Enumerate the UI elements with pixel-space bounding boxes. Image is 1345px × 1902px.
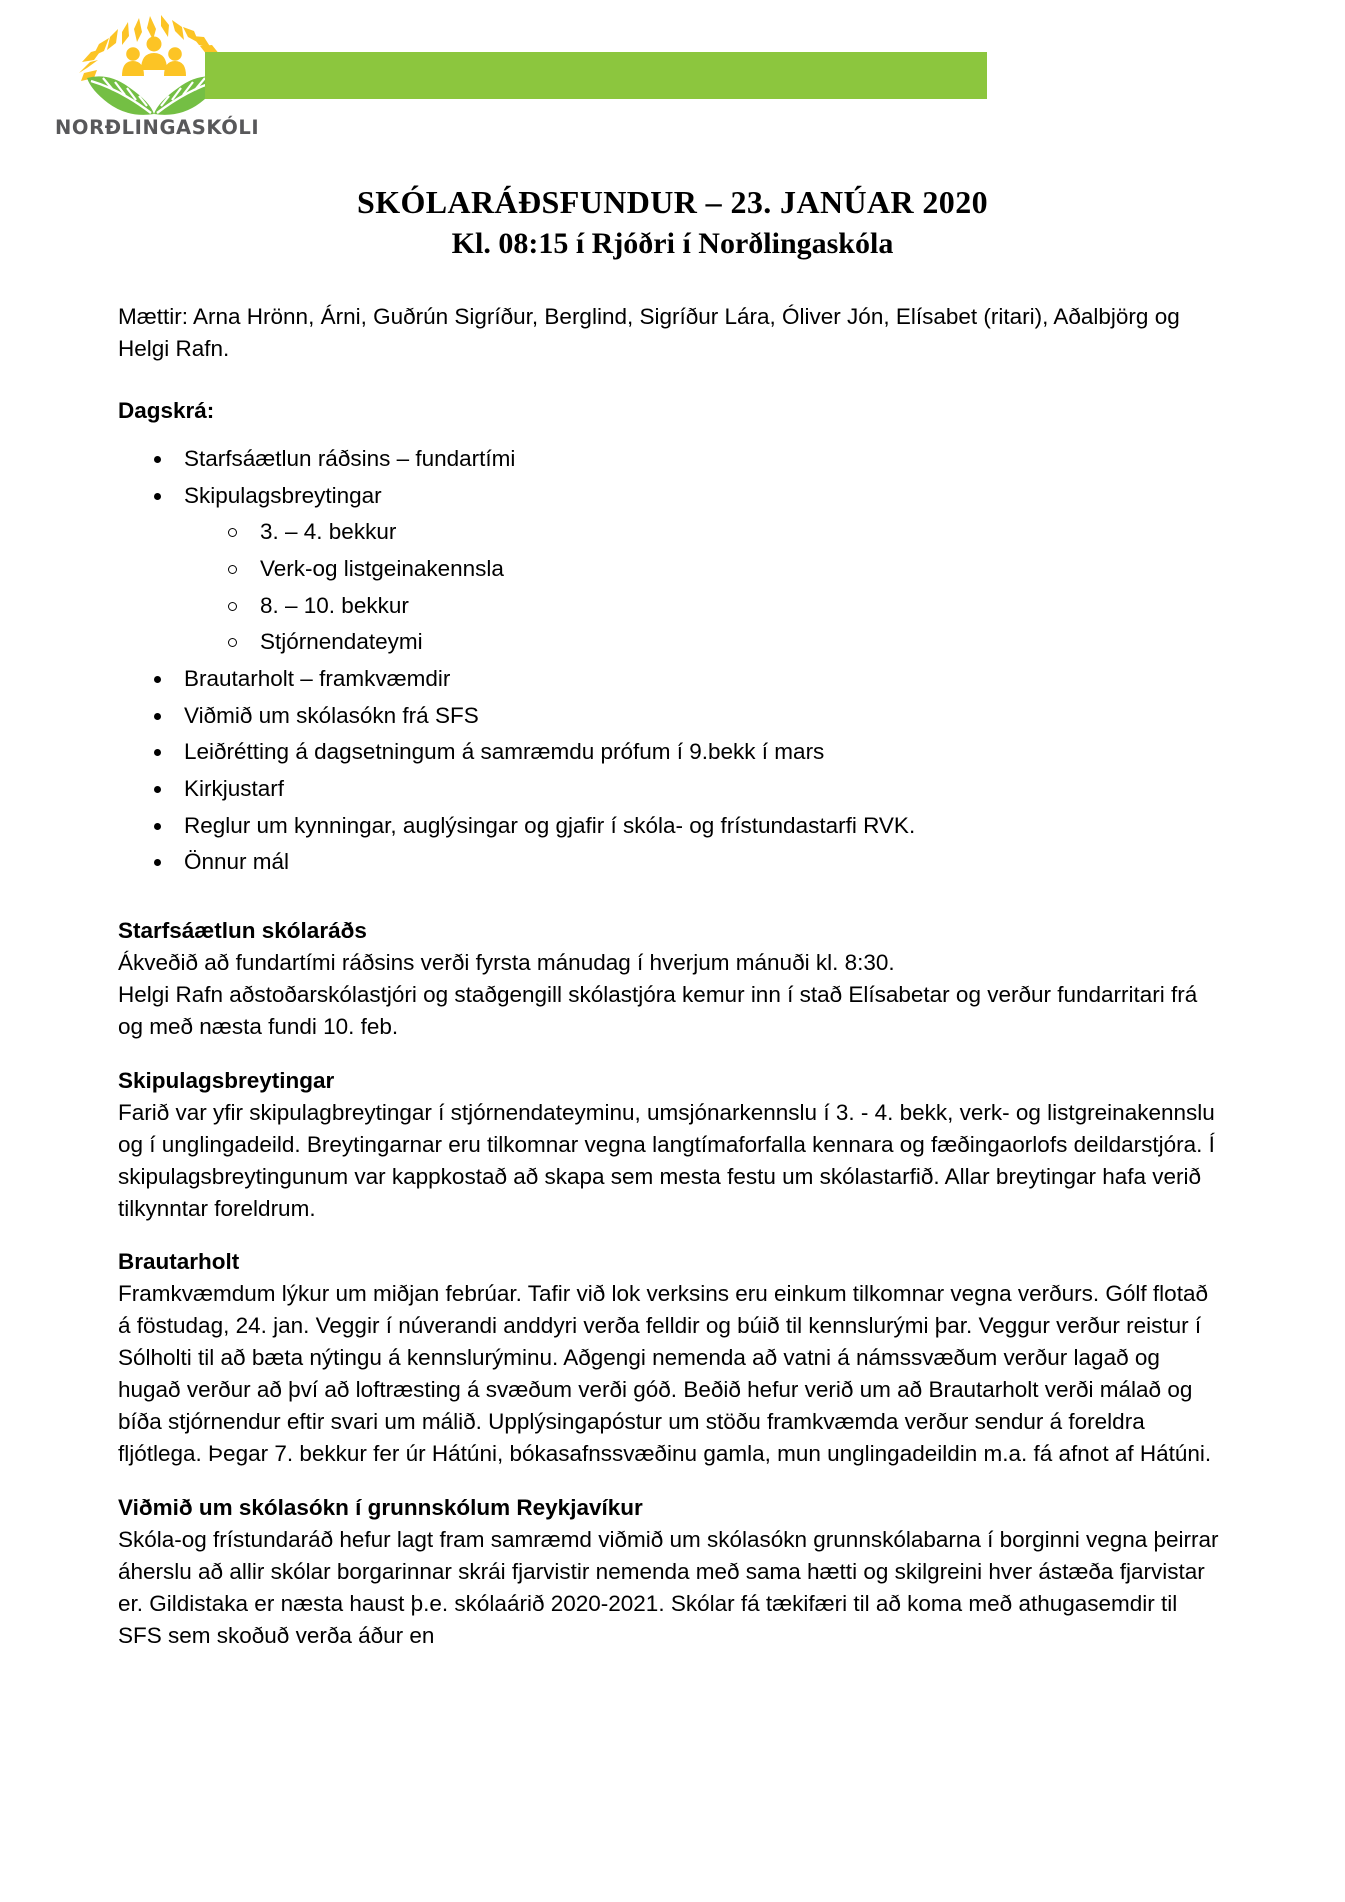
bullet-dot-icon: [154, 493, 161, 500]
header-green-banner: [205, 52, 987, 99]
school-name-wordmark: NORÐLINGASKÓLI: [55, 116, 260, 139]
section-heading-vidmid-um-skolasokn: Viðmið um skólasókn í grunnskólum Reykjavíkur: [118, 1495, 643, 1521]
list-item-label: Reglur um kynningar, auglýsingar og gjafir í skóla- og frístundastarfi RVK.: [184, 812, 916, 838]
sub-list-item: [184, 628, 1225, 656]
page-subtitle: Kl. 08:15 í Rjóðri í Norðlingaskóla: [451, 226, 894, 260]
list-item-label: Leiðrétting á dagsetningum á samræmdu prófum í 9.bekk í mars: [184, 739, 825, 765]
bullet-dot-icon: [154, 823, 161, 830]
attendees-paragraph: Mættir: Arna Hrönn, Árni, Guðrún Sigríður, Berglind, Sigríður Lára, Óliver Jón, Elísabet (ritari), Aðalbjörg og Helgi Rafn.: [118, 304, 1180, 362]
agenda-list: [118, 445, 1225, 876]
section-heading-starfsaaetlun: Starfsáætlun skólaráðs: [118, 918, 367, 944]
list-item: [118, 445, 1225, 473]
bullet-circle-icon: [228, 602, 237, 611]
spacer: [118, 1043, 1225, 1065]
bullet-circle-icon: [228, 638, 237, 647]
spacer: [118, 1470, 1225, 1492]
spacer: [118, 1224, 1225, 1246]
list-item: [118, 775, 1225, 803]
list-item-label: Viðmið um skólasókn frá SFS: [184, 702, 479, 728]
sub-list-item: [184, 555, 1225, 583]
list-item-label: Starfsáætlun ráðsins – fundartími: [184, 445, 516, 471]
sub-list-item-label: 8. – 10. bekkur: [260, 592, 409, 618]
list-item-label: Skipulagsbreytingar: [184, 482, 382, 508]
sub-list-item: [184, 518, 1225, 546]
list-item-label: Önnur mál: [184, 849, 290, 875]
section-paragraph: Helgi Rafn aðstoðarskólastjóri og staðgengill skólastjóra kemur inn í stað Elísabetar og verður fundarritari frá og með næsta fundi 10. feb.: [118, 981, 1198, 1039]
bullet-dot-icon: [154, 713, 161, 720]
document-header: [0, 0, 1345, 150]
list-item: [118, 665, 1225, 693]
bullet-dot-icon: [154, 786, 161, 793]
section-heading-brautarholt: Brautarholt: [118, 1249, 240, 1275]
list-item: [118, 738, 1225, 766]
section-paragraph: Farið var yfir skipulagbreytingar í stjórnendateyminu, umsjónarkennslu í 3. - 4. bekk, verk- og listgreinakennslu og í unglingadeild. Breytingarnar eru tilkomnar vegna langtímaforfalla kennara og fæðingaorlofs deildarstjóra. Í skipulagsbreytingunum var kappkostað að skapa sem mesta festu um skólastarfið. Allar breytingar hafa verið tilkynntar foreldrum.: [118, 1099, 1215, 1221]
bullet-circle-icon: [228, 528, 237, 537]
spacer: [118, 885, 1225, 915]
bullet-dot-icon: [154, 456, 161, 463]
section-heading-skipulagsbreytingar: Skipulagsbreytingar: [118, 1067, 335, 1093]
agenda-sublist: [184, 518, 1225, 656]
sub-list-item-label: Verk-og listgeinakennsla: [260, 555, 504, 581]
document-body: [0, 301, 1345, 1652]
bullet-dot-icon: [154, 676, 161, 683]
list-item: [118, 482, 1225, 656]
agenda-heading: Dagskrá:: [118, 398, 215, 424]
list-item: [118, 702, 1225, 730]
spacer: [118, 365, 1225, 395]
section-paragraph: Skóla-og frístundaráð hefur lagt fram samræmd viðmið um skólasókn grunnskólabarna í borginni vegna þeirrar áherslu að allir skólar borgarinnar skrái fjarvistir nemenda með sama hætti og skilgreini hver ástæða fjarvistar er. Gildistaka er næsta haust þ.e. skólaárið 2020-2021. Skólar fá tækifæri til að koma með athugasemdir til SFS sem skoðuð verða áður en: [118, 1526, 1219, 1648]
page-title: SKÓLARÁÐSFUNDUR – 23. JANÚAR 2020: [357, 184, 988, 220]
list-item: [118, 812, 1225, 840]
list-item: [118, 848, 1225, 876]
list-item-label: Brautarholt – framkvæmdir: [184, 665, 451, 691]
bullet-dot-icon: [154, 859, 161, 866]
list-item-label: Kirkjustarf: [184, 776, 285, 801]
bullet-circle-icon: [228, 565, 237, 574]
bullet-dot-icon: [154, 749, 161, 756]
sub-list-item-label: Stjórnendateymi: [260, 629, 423, 655]
sub-list-item-label: 3. – 4. bekkur: [260, 519, 397, 545]
sub-list-item: [184, 592, 1225, 620]
section-paragraph: Ákveðið að fundartími ráðsins verði fyrsta mánudag í hverjum mánuði kl. 8:30.: [118, 949, 895, 975]
section-paragraph: Framkvæmdum lýkur um miðjan febrúar. Tafir við lok verksins eru einkum tilkomnar vegna verðurs. Gólf flotað á föstudag, 24. jan. Veggir í núverandi anddyri verða felldir og búið til kennslurými þar. Veggur verður reistur í Sólholti til að bæta nýtingu á kennslurýminu. Aðgengi nemenda að vatni á námssvæðum verður lagað og hugað verður að því að loftræsting á svæðum verði góð. Beðið hefur verið um að Brautarholt verði málað og bíða stjórnendur eftir svari um málið. Upplýsingapóstur um stöðu framkvæmda verður sendur á foreldra fljótlega. Þegar 7. bekkur fer úr Hátúni, bókasafnssvæðinu gamla, mun unglingadeildin m.a. fá afnot af Hátúni.: [118, 1281, 1212, 1467]
